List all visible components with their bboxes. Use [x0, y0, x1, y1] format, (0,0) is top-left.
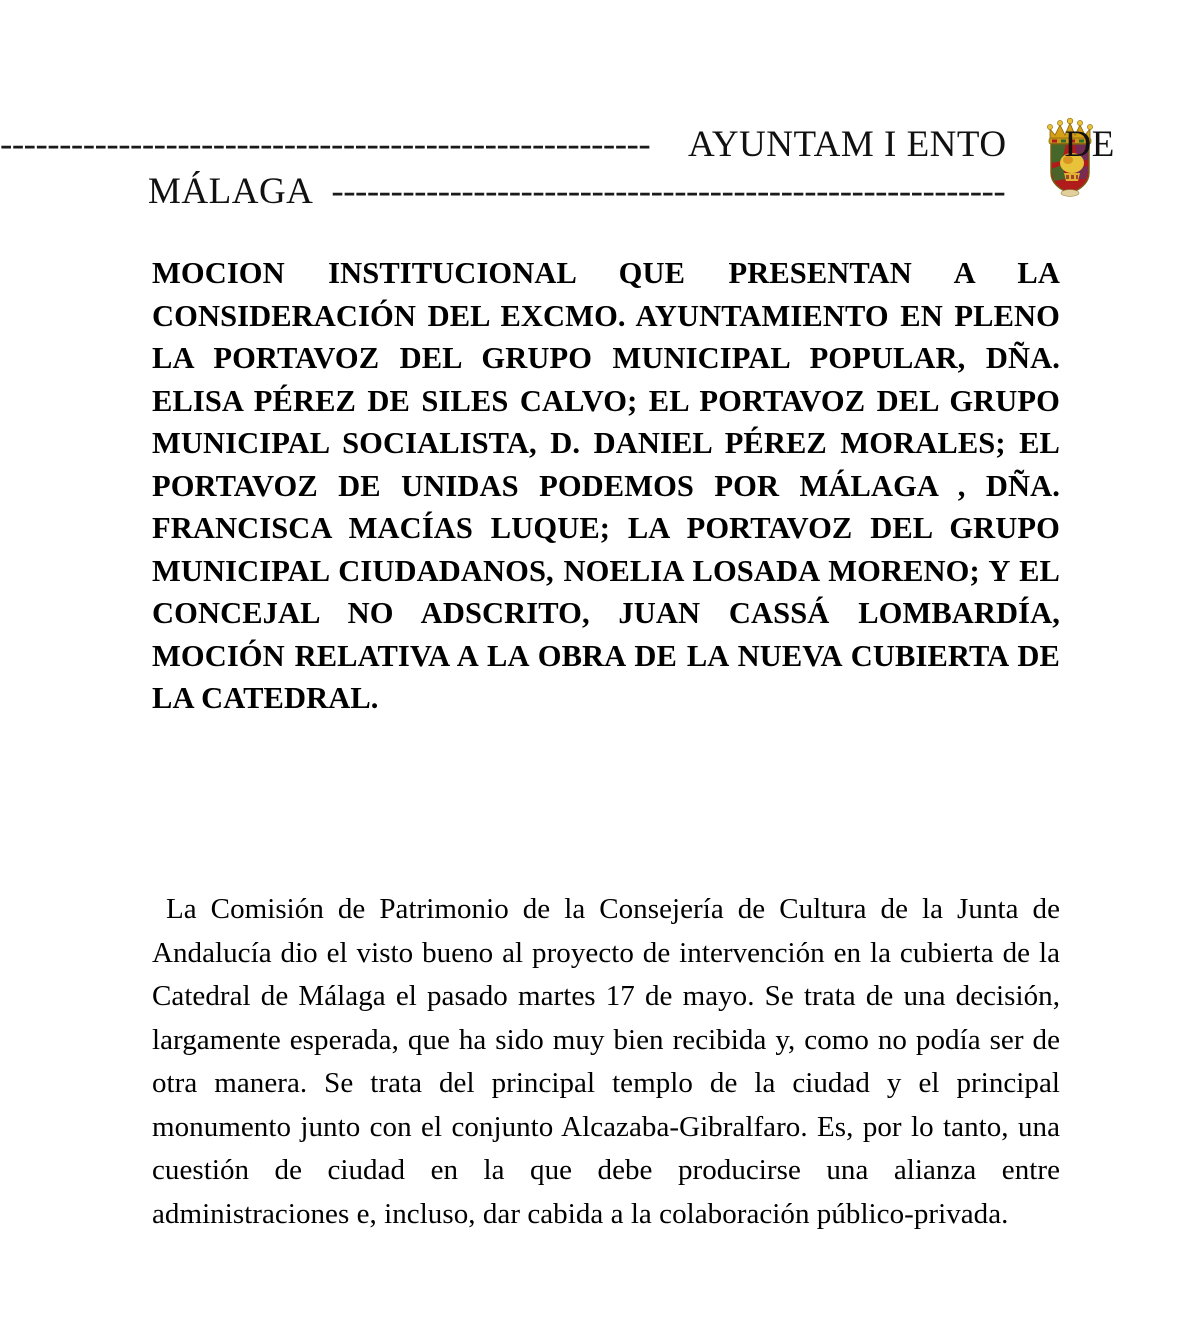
header-de-text: DE	[1064, 123, 1115, 165]
body-paragraph: La Comisión de Patrimonio de la Consejería de Cultura de la Junta de Andalucía dio el visto bueno al proyecto de intervención en la cubierta de la Catedral de Málaga el pasado martes 17 de mayo. Se trata de una decisión, largamente esperada, que ha sido muy bien recibida y, como no podía ser de otra manera. Se trata del principal templo de la ciudad y el principal monumento junto con el conjunto Alcazaba-Gibralfaro. Es, por lo tanto, una cuestión de ciudad en la que debe producirse una alianza entre administraciones e, incluso, dar cabida a la colaboración público-privada.	[152, 893, 1060, 1230]
header-ayuntamiento-text: AYUNTAM I ENTO	[688, 123, 1007, 165]
page-title: MOCION INSTITUCIONAL QUE PRESENTAN A LA CONSIDERACIÓN DEL EXCMO. AYUNTAMIENTO EN PLENO LA PORTAVOZ DEL GRUPO MUNICIPAL POPULAR, DÑA. ELISA PÉREZ DE SILES CALVO; EL PORTAVOZ DEL GRUPO MUNICIPAL SOCIALISTA, D. DANIEL PÉREZ MORALES; EL PORTAVOZ DE UNIDAS PODEMOS POR MÁLAGA , DÑA. FRANCISCA MACÍAS LUQUE; LA PORTAVOZ DEL GRUPO MUNICIPAL CIUDADANOS, NOELIA LOSADA MORENO; Y EL CONCEJAL NO ADSCRITO, JUAN CASSÁ LOMBARDÍA, MOCIÓN RELATIVA A LA OBRA DE LA NUEVA CUBIERTA DE LA CATEDRAL.	[152, 256, 1060, 715]
motion-body	[152, 888, 1060, 1236]
header-malaga-text: MÁLAGA	[148, 170, 314, 212]
header-line-one	[0, 118, 1180, 170]
header-line-two	[148, 165, 1188, 217]
motion-title-block	[152, 252, 1060, 720]
header-dash-rule-right: ---------------------------------------------------------	[331, 172, 1006, 210]
header-dash-rule-left: -------------------------------------------------------	[0, 125, 651, 163]
institution-header	[0, 55, 1200, 220]
